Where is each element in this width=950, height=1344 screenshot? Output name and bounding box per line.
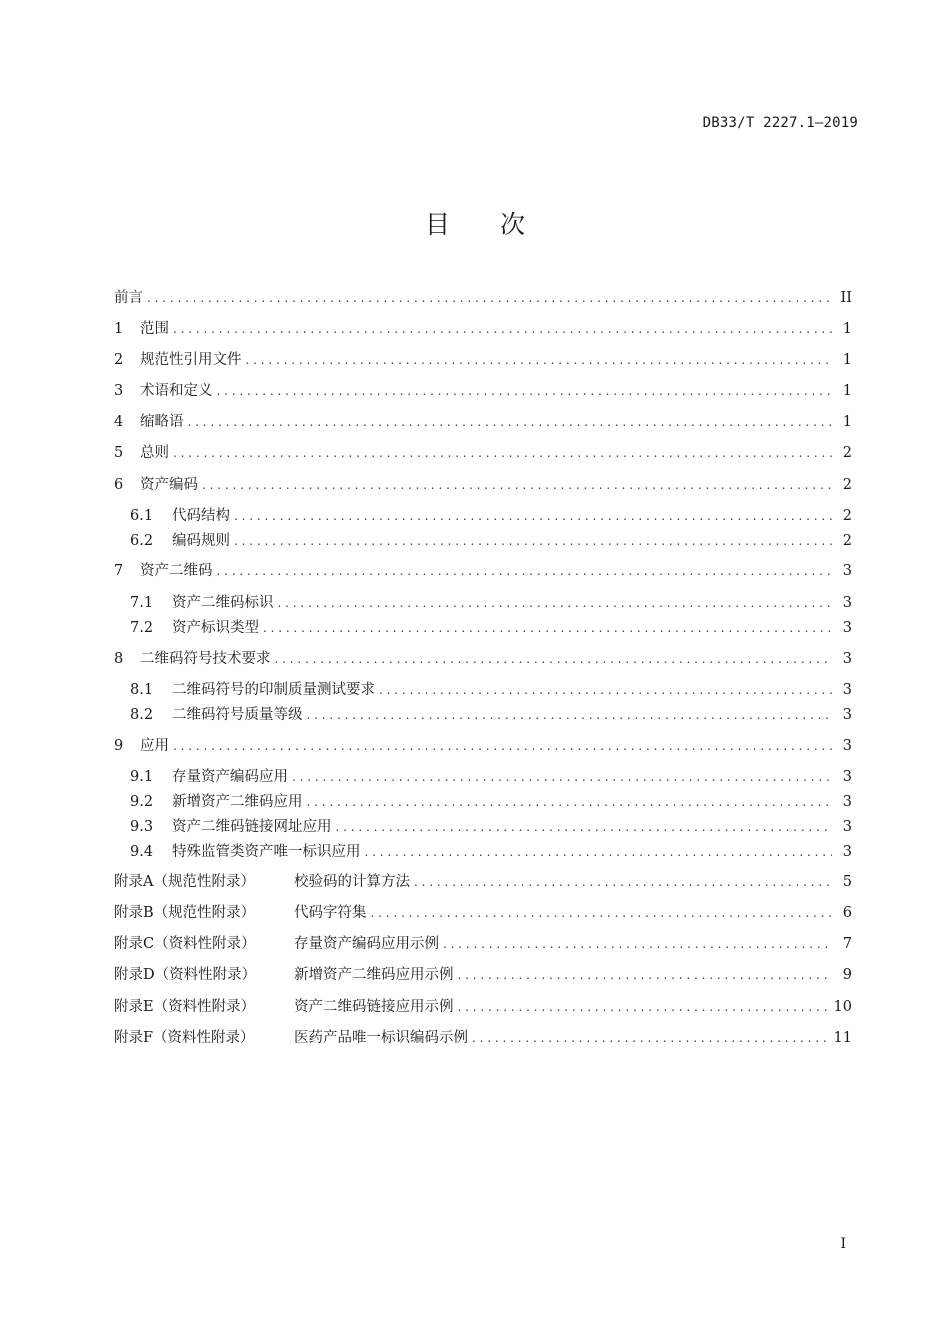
dot-leader: [414, 870, 832, 894]
toc-entry-number: 附录B（规范性附录）: [114, 905, 256, 921]
toc-entry-number: 附录F（资料性附录）: [114, 1030, 255, 1046]
dot-leader: [173, 441, 832, 465]
toc-entry-page: 7: [842, 936, 852, 952]
toc-entry-label: 医药产品唯一标识编码示例: [294, 1030, 468, 1046]
dot-leader: [365, 840, 833, 864]
toc-entry-number: 7.1: [130, 595, 154, 611]
toc-entry-number: 1: [114, 321, 124, 337]
toc-entry-label: 资产编码: [140, 477, 198, 493]
toc-entry-number: 9.4: [130, 844, 154, 860]
toc-entry-label: 应用: [140, 738, 169, 754]
toc-entry[interactable]: [114, 591, 852, 615]
toc-entry[interactable]: [114, 963, 852, 987]
dot-leader: [246, 348, 833, 372]
toc-entry[interactable]: [114, 870, 852, 894]
toc-entry[interactable]: [114, 932, 852, 956]
toc-entry-page: 6: [842, 905, 852, 921]
toc-entry-page: 3: [842, 769, 852, 785]
toc-entry-label: 术语和定义: [140, 383, 213, 399]
toc-entry-page: 1: [842, 352, 852, 368]
toc-entry[interactable]: [114, 765, 852, 789]
toc-entry-page: 1: [842, 383, 852, 399]
toc-entry-page: 3: [842, 620, 852, 636]
toc-entry-number: 8.2: [130, 707, 154, 723]
toc-entry-label: 新增资产二维码应用示例: [294, 967, 454, 983]
toc-entry[interactable]: [114, 647, 852, 671]
toc-entry-label: 二维码符号的印制质量测试要求: [172, 682, 375, 698]
toc-entry-label: 资产标识类型: [172, 620, 259, 636]
toc-entry[interactable]: [114, 379, 852, 403]
toc-entry-label: 新增资产二维码应用: [172, 794, 303, 810]
toc-entry-number: 9.1: [130, 769, 154, 785]
toc-entry[interactable]: [114, 529, 852, 553]
toc-entry-page: 2: [842, 508, 852, 524]
toc-entry-label: 存量资产编码应用示例: [294, 936, 439, 952]
toc-entry[interactable]: [114, 901, 852, 925]
toc-entry-page: 3: [842, 794, 852, 810]
toc-entry-page: 3: [842, 738, 852, 754]
toc-entry[interactable]: [114, 815, 852, 839]
toc-entry-number: 附录E（资料性附录）: [114, 999, 256, 1015]
toc-entry-label: 二维码符号技术要求: [140, 651, 271, 667]
dot-leader: [173, 317, 832, 341]
toc-entry-number: 附录A（规范性附录）: [114, 874, 255, 890]
dot-leader: [234, 504, 832, 528]
dot-leader: [275, 647, 833, 671]
toc-entry-number: 6.1: [130, 508, 154, 524]
toc-entry[interactable]: [114, 734, 852, 758]
dot-leader: [263, 616, 832, 640]
toc-entry-number: 7.2: [130, 620, 154, 636]
toc-entry[interactable]: [114, 840, 852, 864]
document-code: DB33/T 2227.1—2019: [702, 115, 858, 131]
toc-entry-label: 编码规则: [172, 533, 230, 549]
toc-entry-page: 1: [842, 414, 852, 430]
toc-entry[interactable]: [114, 678, 852, 702]
dot-leader: [188, 410, 833, 434]
toc-entry-page: 2: [842, 533, 852, 549]
dot-leader: [217, 379, 833, 403]
dot-leader: [458, 963, 833, 987]
toc-entry[interactable]: [114, 616, 852, 640]
toc-entry[interactable]: [114, 703, 852, 727]
dot-leader: [307, 703, 833, 727]
toc-entry-page: 3: [842, 707, 852, 723]
toc-entry-label: 总则: [140, 445, 169, 461]
toc-entry[interactable]: [114, 286, 852, 310]
page-number: I: [840, 1236, 846, 1252]
toc-entry-number: 9.2: [130, 794, 154, 810]
toc-entry-page: 3: [842, 844, 852, 860]
toc-entry-page: 1: [842, 321, 852, 337]
dot-leader: [336, 815, 833, 839]
toc-entry-number: 附录D（资料性附录）: [114, 967, 257, 983]
toc-title: 目 次: [424, 210, 525, 239]
toc-entry-number: 5: [114, 445, 124, 461]
toc-entry-label: 缩略语: [140, 414, 184, 430]
dot-leader: [292, 765, 832, 789]
toc-entry-label: 特殊监管类资产唯一标识应用: [172, 844, 361, 860]
toc-entry[interactable]: [114, 473, 852, 497]
dot-leader: [371, 901, 833, 925]
toc-entry-page: 11: [833, 1030, 852, 1046]
toc-entry-number: 7: [114, 563, 124, 579]
toc-entry-number: 4: [114, 414, 124, 430]
toc-entry-label: 校验码的计算方法: [294, 874, 410, 890]
toc-entry[interactable]: [114, 995, 852, 1019]
dot-leader: [202, 473, 832, 497]
toc-entry-page: 2: [842, 445, 852, 461]
toc-entry-number: 6: [114, 477, 124, 493]
toc-entry[interactable]: [114, 410, 852, 434]
toc-entry-label: 资产二维码链接应用示例: [294, 999, 454, 1015]
toc-entry-label: 资产二维码链接网址应用: [172, 819, 332, 835]
toc-entry[interactable]: [114, 317, 852, 341]
toc-entry-page: 3: [842, 819, 852, 835]
toc-entry-label: 资产二维码标识: [172, 595, 274, 611]
toc-entry-label: 前言: [114, 290, 143, 306]
toc-entry-page: 5: [842, 874, 852, 890]
toc-entry-number: 2: [114, 352, 124, 368]
toc-entry-number: 9.3: [130, 819, 154, 835]
toc-entry-page: 2: [842, 477, 852, 493]
toc-entry-label: 存量资产编码应用: [172, 769, 288, 785]
dot-leader: [173, 734, 832, 758]
dot-leader: [278, 591, 833, 615]
toc-entry-number: 6.2: [130, 533, 154, 549]
toc-entry-number: 附录C（资料性附录）: [114, 936, 256, 952]
dot-leader: [147, 286, 832, 310]
dot-leader: [472, 1026, 828, 1050]
dot-leader: [217, 559, 833, 583]
toc-entry-page: 3: [842, 595, 852, 611]
toc-entry-label: 规范性引用文件: [140, 352, 242, 368]
toc-entry-label: 代码字符集: [294, 905, 367, 921]
toc-entry-page: 9: [842, 967, 852, 983]
toc-entry[interactable]: [114, 504, 852, 528]
toc-entry-label: 资产二维码: [140, 563, 213, 579]
toc-entry-page: 3: [842, 651, 852, 667]
toc-entry[interactable]: [114, 441, 852, 465]
toc-entry-number: 9: [114, 738, 124, 754]
toc-entry[interactable]: [114, 1026, 852, 1050]
toc-entry[interactable]: [114, 790, 852, 814]
toc-entry-number: 8: [114, 651, 124, 667]
dot-leader: [458, 995, 828, 1019]
toc-entry-page: 3: [842, 682, 852, 698]
dot-leader: [234, 529, 832, 553]
toc-entry-label: 代码结构: [172, 508, 230, 524]
toc-entry-number: 8.1: [130, 682, 154, 698]
toc-entry[interactable]: [114, 559, 852, 583]
toc-entry-number: 3: [114, 383, 124, 399]
toc-entry-page: 10: [833, 999, 852, 1015]
dot-leader: [307, 790, 833, 814]
toc-entry-page: II: [840, 290, 852, 306]
dot-leader: [443, 932, 832, 956]
toc-entry-label: 二维码符号质量等级: [172, 707, 303, 723]
toc-entry-label: 范围: [140, 321, 169, 337]
dot-leader: [379, 678, 832, 702]
toc-entry-page: 3: [842, 563, 852, 579]
toc-entry[interactable]: [114, 348, 852, 372]
